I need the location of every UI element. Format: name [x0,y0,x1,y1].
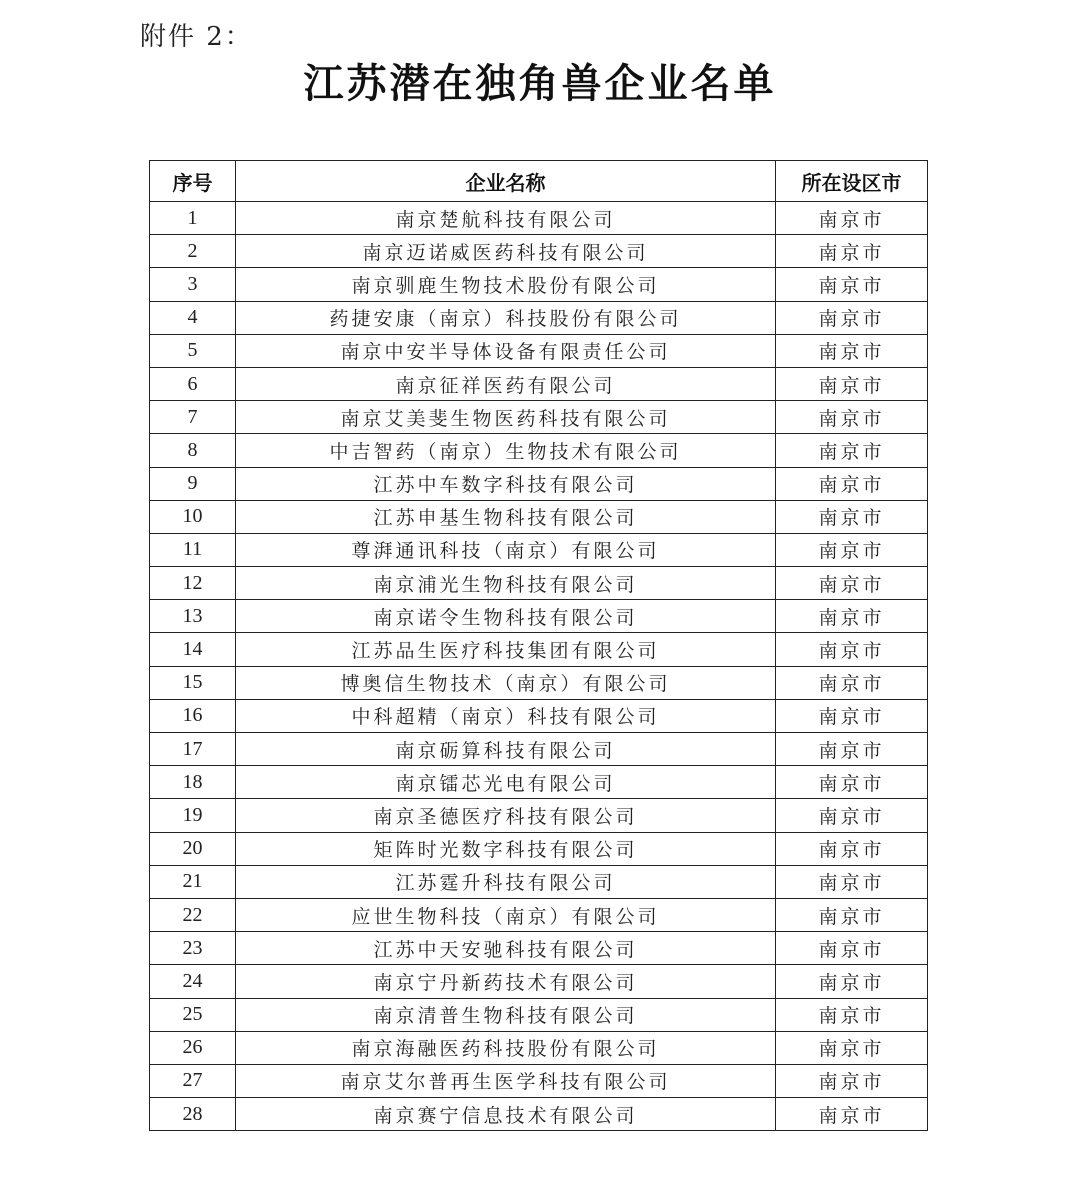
row-city: 南京市 [776,898,928,931]
row-company-name: 南京中安半导体设备有限责任公司 [236,334,776,367]
row-serial-number: 1 [150,202,236,235]
row-city: 南京市 [776,600,928,633]
row-city: 南京市 [776,1098,928,1131]
row-company-name: 南京艾尔普再生医学科技有限公司 [236,1064,776,1097]
row-serial-number: 2 [150,235,236,268]
column-header-company-name: 企业名称 [236,161,776,202]
row-company-name: 博奥信生物技术（南京）有限公司 [236,666,776,699]
row-company-name: 江苏申基生物科技有限公司 [236,500,776,533]
row-serial-number: 10 [150,500,236,533]
table-row [150,932,928,965]
row-city: 南京市 [776,467,928,500]
table-row [150,434,928,467]
row-city: 南京市 [776,567,928,600]
row-city: 南京市 [776,1031,928,1064]
row-serial-number: 25 [150,998,236,1031]
row-serial-number: 4 [150,301,236,334]
row-company-name: 尊湃通讯科技（南京）有限公司 [236,533,776,566]
row-company-name: 南京征祥医药有限公司 [236,367,776,400]
row-city: 南京市 [776,932,928,965]
row-company-name: 南京驯鹿生物技术股份有限公司 [236,268,776,301]
row-city: 南京市 [776,699,928,732]
row-serial-number: 20 [150,832,236,865]
row-serial-number: 28 [150,1098,236,1131]
table-row [150,1098,928,1131]
row-serial-number: 9 [150,467,236,500]
row-company-name: 南京宁丹新药技术有限公司 [236,965,776,998]
table-row [150,666,928,699]
page-title: 江苏潜在独角兽企业名单 [303,61,777,107]
row-city: 南京市 [776,799,928,832]
row-serial-number: 18 [150,766,236,799]
row-serial-number: 5 [150,334,236,367]
table-row [150,1064,928,1097]
row-serial-number: 27 [150,1064,236,1097]
row-serial-number: 24 [150,965,236,998]
row-serial-number: 22 [150,898,236,931]
table-row [150,567,928,600]
row-city: 南京市 [776,500,928,533]
table-row [150,367,928,400]
table-row [150,1031,928,1064]
row-company-name: 江苏中车数字科技有限公司 [236,467,776,500]
row-company-name: 药捷安康（南京）科技股份有限公司 [236,301,776,334]
row-serial-number: 6 [150,367,236,400]
row-serial-number: 23 [150,932,236,965]
row-serial-number: 19 [150,799,236,832]
table-row [150,766,928,799]
table-header-row [150,161,928,202]
row-company-name: 中吉智药（南京）生物技术有限公司 [236,434,776,467]
row-city: 南京市 [776,733,928,766]
row-company-name: 南京艾美斐生物医药科技有限公司 [236,401,776,434]
row-company-name: 矩阵时光数字科技有限公司 [236,832,776,865]
row-city: 南京市 [776,235,928,268]
row-city: 南京市 [776,666,928,699]
row-serial-number: 7 [150,401,236,434]
table-row [150,334,928,367]
table-row [150,268,928,301]
table-row [150,600,928,633]
table-row [150,533,928,566]
row-company-name: 南京海融医药科技股份有限公司 [236,1031,776,1064]
column-header-city: 所在设区市 [776,161,928,202]
row-city: 南京市 [776,965,928,998]
row-serial-number: 26 [150,1031,236,1064]
row-serial-number: 17 [150,733,236,766]
attachment-label: 附件 2： [140,22,253,52]
table-row [150,202,928,235]
row-company-name: 南京砺算科技有限公司 [236,733,776,766]
row-company-name: 南京赛宁信息技术有限公司 [236,1098,776,1131]
row-serial-number: 16 [150,699,236,732]
table-row [150,998,928,1031]
row-serial-number: 14 [150,633,236,666]
row-city: 南京市 [776,434,928,467]
table-row [150,865,928,898]
row-company-name: 江苏中天安驰科技有限公司 [236,932,776,965]
row-company-name: 江苏品生医疗科技集团有限公司 [236,633,776,666]
row-company-name: 南京迈诺威医药科技有限公司 [236,235,776,268]
row-company-name: 南京浦光生物科技有限公司 [236,567,776,600]
row-city: 南京市 [776,301,928,334]
row-city: 南京市 [776,832,928,865]
table-row [150,467,928,500]
row-serial-number: 12 [150,567,236,600]
row-serial-number: 21 [150,865,236,898]
table-row [150,699,928,732]
row-city: 南京市 [776,1064,928,1097]
row-city: 南京市 [776,998,928,1031]
row-serial-number: 3 [150,268,236,301]
row-city: 南京市 [776,202,928,235]
row-serial-number: 8 [150,434,236,467]
table-row [150,832,928,865]
row-serial-number: 11 [150,533,236,566]
row-city: 南京市 [776,367,928,400]
table-row [150,965,928,998]
row-company-name: 南京圣德医疗科技有限公司 [236,799,776,832]
row-company-name: 南京镭芯光电有限公司 [236,766,776,799]
row-city: 南京市 [776,268,928,301]
table-row [150,898,928,931]
row-city: 南京市 [776,865,928,898]
row-city: 南京市 [776,334,928,367]
row-city: 南京市 [776,401,928,434]
table-row [150,633,928,666]
row-company-name: 南京诺令生物科技有限公司 [236,600,776,633]
table-row [150,500,928,533]
column-header-serial: 序号 [150,161,236,202]
table-body [150,202,928,1131]
row-serial-number: 15 [150,666,236,699]
row-city: 南京市 [776,633,928,666]
row-serial-number: 13 [150,600,236,633]
table-row [150,301,928,334]
row-company-name: 中科超精（南京）科技有限公司 [236,699,776,732]
table-row [150,401,928,434]
row-city: 南京市 [776,766,928,799]
table-row [150,733,928,766]
company-list-table [149,160,928,1131]
row-company-name: 南京清普生物科技有限公司 [236,998,776,1031]
table-row [150,799,928,832]
row-company-name: 江苏霆升科技有限公司 [236,865,776,898]
row-city: 南京市 [776,533,928,566]
row-company-name: 应世生物科技（南京）有限公司 [236,898,776,931]
row-company-name: 南京楚航科技有限公司 [236,202,776,235]
table-row [150,235,928,268]
